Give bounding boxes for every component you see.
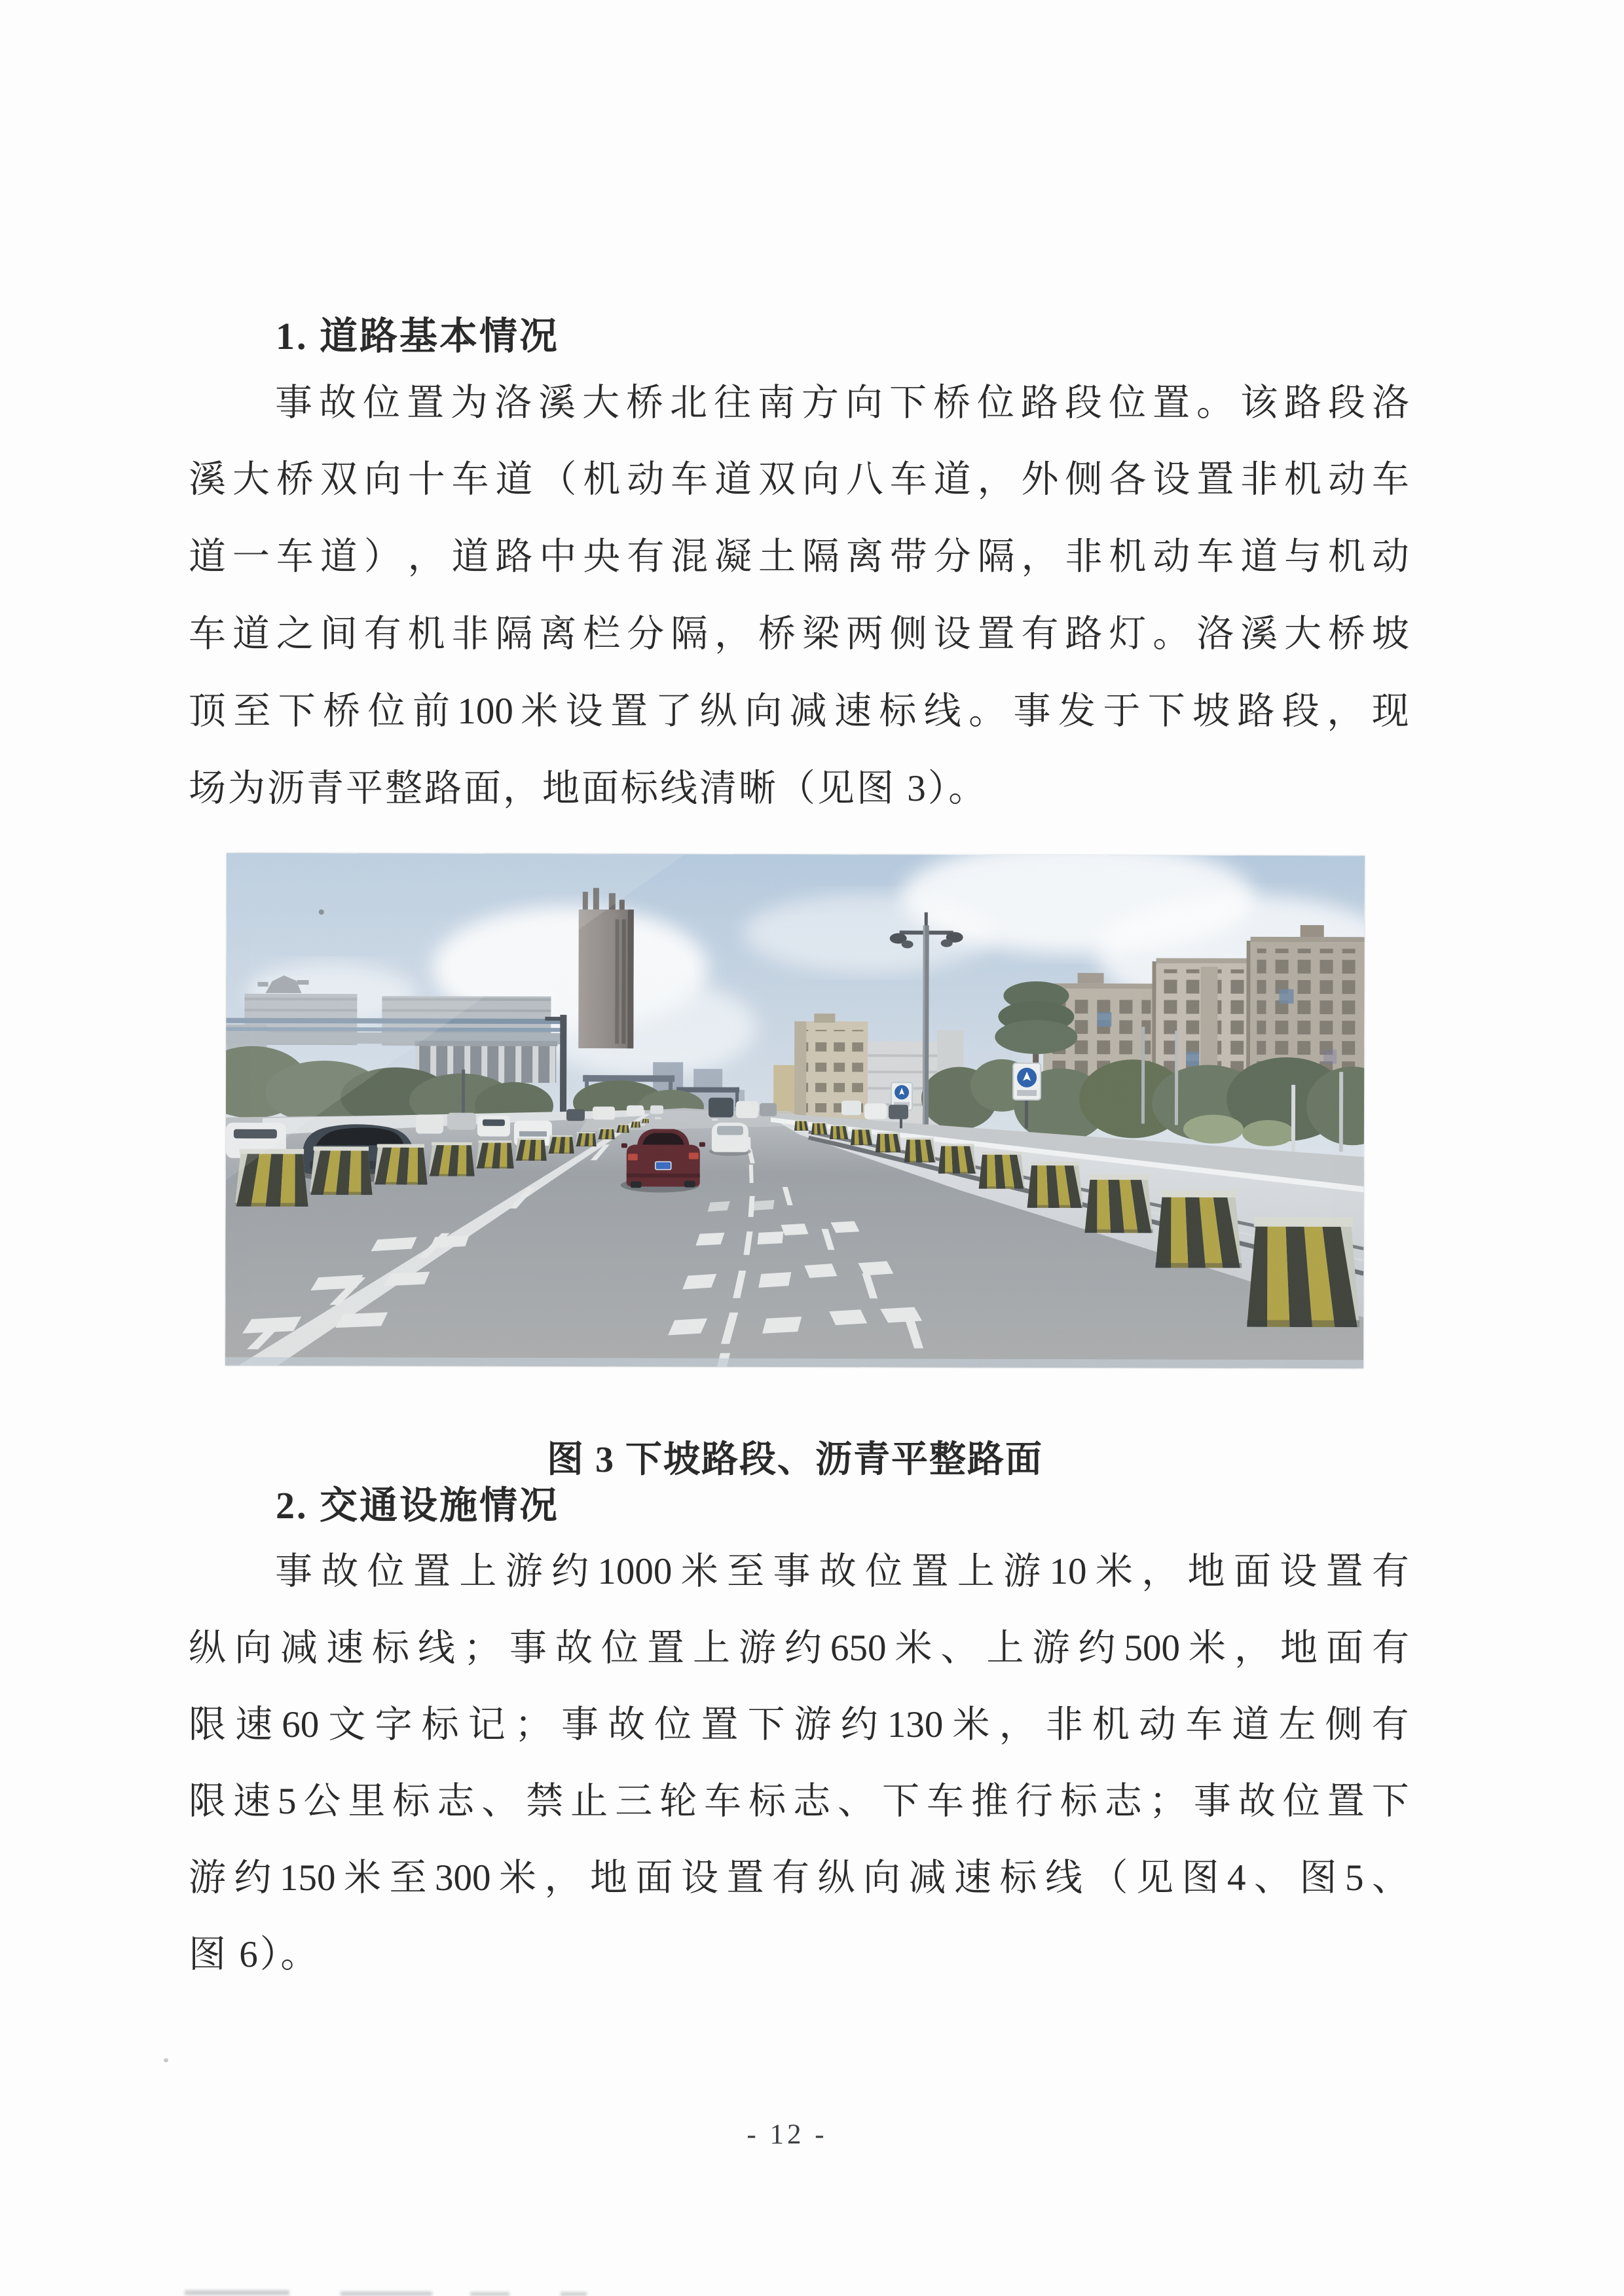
paragraph1-line6: 场为沥青平整路面，地面标线清晰（见图 3）。 bbox=[189, 768, 988, 809]
paragraph1-line2: 溪 大 桥 双 向 十 车 道 （ 机 动 车 道 双 向 八 车 道 ， 外 侧 各 设 置 非 机 动 车 bbox=[189, 459, 1409, 500]
paragraph2-line6: 图 6）。 bbox=[189, 1934, 320, 1975]
paragraph1-line3: 道 一 车 道 ） ， 道 路 中 央 有 混 凝 土 隔 离 带 分 隔 ， 非 机 动 车 道 与 机 动 bbox=[189, 536, 1409, 577]
paragraph1-line5: 顶 至 下 桥 位 前 100 米 设 置 了 纵 向 减 速 标 线 。 事 发 于 下 坡 路 段 ， 现 bbox=[189, 691, 1409, 732]
scan-smudge bbox=[561, 2292, 587, 2296]
section1-heading: 1. 道路基本情况 bbox=[276, 315, 560, 357]
photo-grain bbox=[225, 853, 1365, 1369]
figure3-photo bbox=[225, 853, 1365, 1369]
scan-smudge bbox=[185, 2290, 289, 2295]
paragraph2-line5: 游 约 150 米 至 300 米 ， 地 面 设 置 有 纵 向 减 速 标 线 （ 见 图 4 、 图 5 、 bbox=[189, 1857, 1409, 1899]
page-number: - 12 - bbox=[747, 2119, 828, 2150]
paragraph2-line1: 事 故 位 置 上 游 约 1000 米 至 事 故 位 置 上 游 10 米 ， 地 面 设 置 有 bbox=[275, 1551, 1409, 1592]
paragraph2-line2: 纵 向 减 速 标 线 ； 事 故 位 置 上 游 约 650 米 、 上 游 约 500 米 ， 地 面 有 bbox=[189, 1628, 1409, 1669]
paragraph1-line1: 事 故 位 置 为 洛 溪 大 桥 北 往 南 方 向 下 桥 位 路 段 位 置 。 该 路 段 洛 bbox=[275, 382, 1409, 424]
scan-smudge bbox=[341, 2291, 432, 2296]
paragraph2-line4: 限 速 5 公 里 标 志 、 禁 止 三 轮 车 标 志 、 下 车 推 行 标 志 ； 事 故 位 置 下 bbox=[189, 1781, 1409, 1822]
paragraph1-line4: 车 道 之 间 有 机 非 隔 离 栏 分 隔 ， 桥 梁 两 侧 设 置 有 路 灯 。 洛 溪 大 桥 坡 bbox=[189, 613, 1409, 655]
road-scene bbox=[225, 853, 1365, 1369]
scan-smudge bbox=[470, 2292, 509, 2296]
paragraph2-line3: 限 速 60 文 字 标 记 ； 事 故 位 置 下 游 约 130 米 ， 非 机 动 车 道 左 侧 有 bbox=[189, 1704, 1409, 1745]
scan-speck bbox=[164, 2058, 168, 2062]
section2-heading: 2. 交通设施情况 bbox=[276, 1484, 560, 1527]
figure3-caption: 图 3 下坡路段、沥青平整路面 bbox=[547, 1440, 1043, 1480]
